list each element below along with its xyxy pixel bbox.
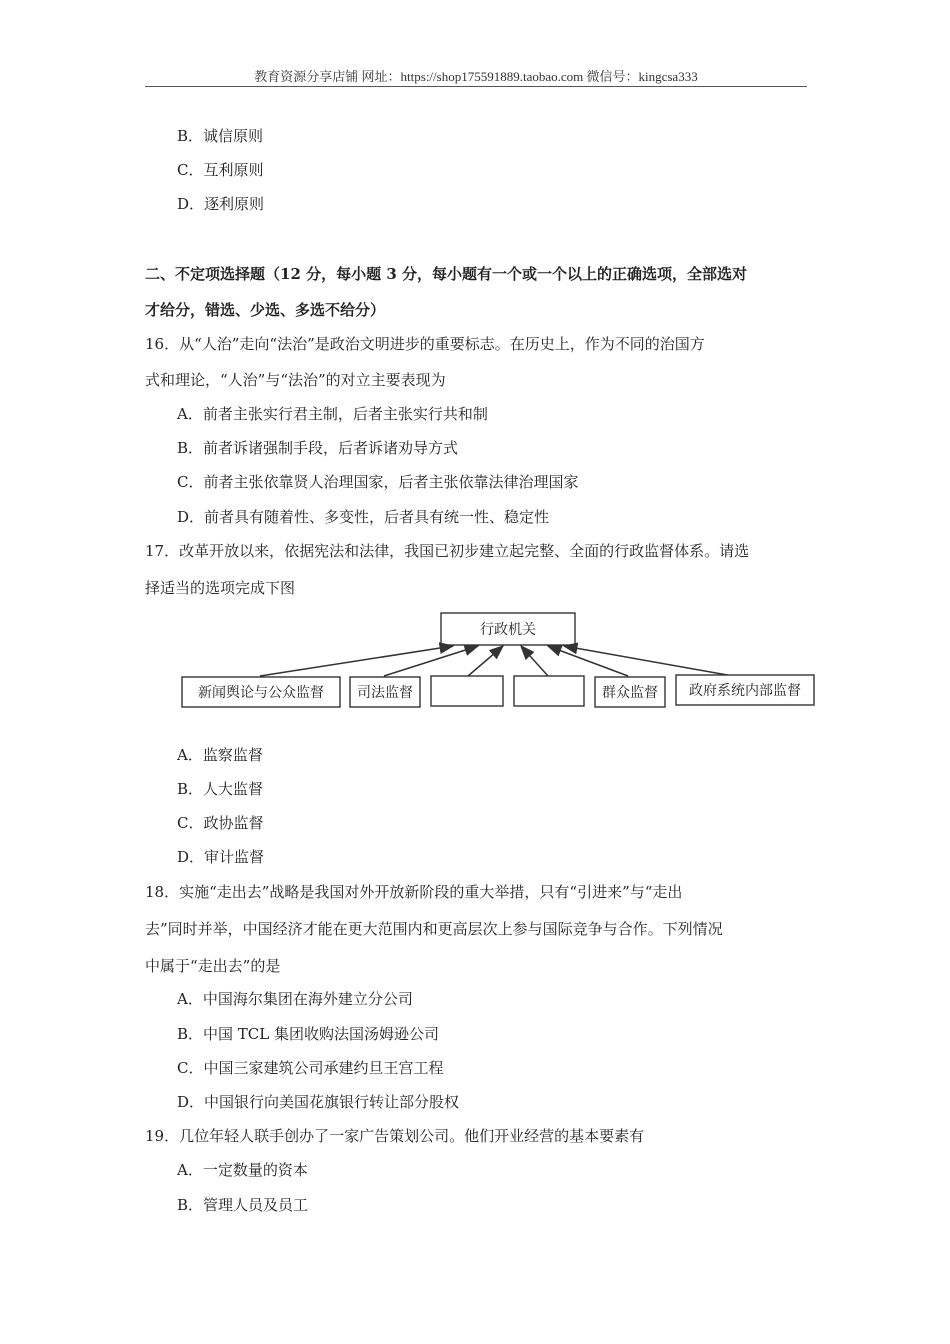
arrows xyxy=(260,646,733,676)
prev-option-c: C．互利原则 xyxy=(177,161,264,179)
q18-stem-line2: 去”同时并举，中国经济才能在更大范围内和更高层次上参与国际竞争与合作。下列情况 xyxy=(145,920,723,938)
q16-stem-line1: 16．从“人治”走向“法治”是政治文明进步的重要标志。在历史上，作为不同的治国方 xyxy=(145,335,705,353)
header-divider xyxy=(145,86,807,87)
q17-option-d: D．审计监督 xyxy=(177,848,265,866)
arrow-2 xyxy=(384,646,478,676)
box-blank-1 xyxy=(431,676,503,706)
box-internal-label: 政府系统内部监督 xyxy=(689,683,801,699)
q18-stem-line1: 18．实施“走出去”战略是我国对外开放新阶段的重大举措，只有“引进来”与“走出 xyxy=(145,883,683,901)
q17-option-a: A．监察监督 xyxy=(177,746,263,764)
box-news-public-label: 新闻舆论与公众监督 xyxy=(198,685,324,701)
q16-option-d: D．前者具有随着性、多变性，后者具有统一性、稳定性 xyxy=(177,508,550,526)
arrow-1 xyxy=(260,646,453,676)
top-box-label: 行政机关 xyxy=(480,622,536,638)
q16-option-b: B．前者诉诸强制手段，后者诉诸劝导方式 xyxy=(177,439,459,457)
section-title-line2: 才给分，错选、少选、多选不给分） xyxy=(145,301,386,319)
q18-option-d: D．中国银行向美国花旗银行转让部分股权 xyxy=(177,1093,460,1111)
prev-option-d: D．逐利原则 xyxy=(177,195,265,213)
q18-option-c: C．中国三家建筑公司承建约旦王宫工程 xyxy=(177,1059,444,1077)
supervision-diagram xyxy=(178,608,818,712)
section-title-line1: 二、不定项选择题（12 分，每小题 3 分，每小题有一个或一个以上的正确选项，全部选对 xyxy=(145,265,747,283)
q16-option-c: C．前者主张依靠贤人治理国家，后者主张依靠法律治理国家 xyxy=(177,473,579,491)
q17-option-b: B．人大监督 xyxy=(177,780,264,798)
q19-option-a: A．一定数量的资本 xyxy=(177,1161,308,1179)
box-masses-label: 群众监督 xyxy=(602,685,658,701)
box-blank-2 xyxy=(514,676,584,706)
q19-stem-line1: 19．几位年轻人联手创办了一家广告策划公司。他们开业经营的基本要素有 xyxy=(145,1127,645,1145)
q17-option-c: C．政协监督 xyxy=(177,814,264,832)
prev-option-b: B．诚信原则 xyxy=(177,127,264,145)
box-judicial-label: 司法监督 xyxy=(357,685,413,701)
q19-option-b: B．管理人员及员工 xyxy=(177,1196,309,1214)
q17-stem-line2: 择适当的选项完成下图 xyxy=(145,579,296,597)
q16-stem-line2: 式和理论，“人治”与“法治”的对立主要表现为 xyxy=(145,371,446,389)
q18-option-b: B．中国 TCL 集团收购法国汤姆逊公司 xyxy=(177,1025,440,1043)
q18-stem-line3: 中属于“走出去”的是 xyxy=(145,957,281,975)
arrow-4 xyxy=(521,646,548,676)
q16-option-a: A．前者主张实行君主制，后者主张实行共和制 xyxy=(177,405,488,423)
q18-option-a: A．中国海尔集团在海外建立分公司 xyxy=(177,990,413,1008)
page-header: 教育资源分享店铺 网址：https://shop175591889.taobao.com 微信号：kingcsa333 xyxy=(254,69,698,84)
q17-stem-line1: 17．改革开放以来，依据宪法和法律，我国已初步建立起完整、全面的行政监督体系。请选 xyxy=(145,542,750,560)
arrow-3 xyxy=(468,646,503,676)
